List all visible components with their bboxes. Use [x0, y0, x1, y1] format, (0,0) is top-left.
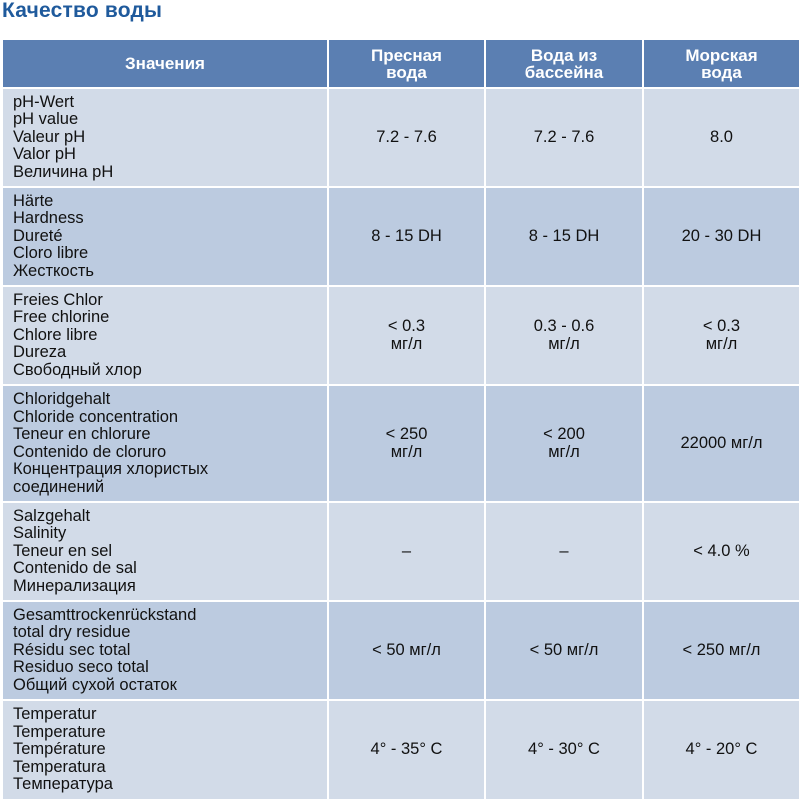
parameter-label: Cloro libre: [13, 244, 89, 263]
value-text: 4° - 35° C: [370, 740, 443, 759]
value-cell-pool-water: [485, 88, 643, 187]
value-text: 4° - 20° C: [685, 740, 758, 759]
value-text: мг/л: [548, 442, 580, 461]
parameter-cell: [2, 88, 328, 187]
parameter-label: Hardness: [13, 209, 84, 228]
parameter-label: Contenido de cloruro: [13, 442, 167, 461]
value-text: мг/л: [705, 334, 738, 353]
value-text: < 4.0 %: [693, 541, 750, 560]
value-cell-fresh-water: [328, 700, 485, 800]
parameter-label: Teneur en sel: [13, 541, 113, 560]
value-cell-fresh-water: [328, 502, 485, 601]
value-text: мг/л: [548, 334, 580, 353]
value-cell-sea-water: [643, 700, 800, 800]
parameter-label: Temperature: [13, 722, 106, 741]
value-cell-pool-water: [485, 286, 643, 385]
value-text: < 250 мг/л: [682, 640, 761, 659]
parameter-label: Свободный хлор: [13, 360, 142, 379]
parameter-label: Härte: [13, 191, 54, 210]
header-fresh-water: [328, 39, 485, 88]
parameter-cell: [2, 502, 328, 601]
parameter-label: Température: [13, 740, 106, 759]
value-cell-sea-water: [643, 286, 800, 385]
value-text: 8 - 15 DH: [371, 226, 442, 245]
value-text: 7.2 - 7.6: [533, 127, 595, 146]
parameter-label: Residuo seco total: [13, 658, 149, 677]
value-text: 0.3 - 0.6: [533, 317, 595, 335]
parameter-label: Valor pH: [13, 145, 76, 164]
value-text: –: [401, 541, 412, 560]
value-cell-fresh-water: [328, 286, 485, 385]
page-title: Качество воды: [2, 0, 163, 22]
value-text: < 0.3: [387, 317, 426, 335]
header-line: бассейна: [524, 62, 604, 82]
parameter-label: Dureté: [13, 226, 63, 245]
value-text: < 50 мг/л: [529, 640, 599, 659]
value-text: 7.2 - 7.6: [376, 127, 437, 146]
value-cell-sea-water: [643, 601, 800, 700]
parameter-cell: [2, 187, 328, 286]
value-cell-fresh-water: [328, 187, 485, 286]
table-row: [2, 502, 800, 601]
header-line: Морская: [685, 45, 758, 65]
parameter-label: Chlore libre: [13, 325, 98, 344]
table-row: [2, 700, 800, 800]
parameter-label: Chloridgehalt: [13, 390, 111, 408]
parameter-label: Contenido de sal: [13, 559, 137, 578]
value-text: 8.0: [710, 127, 733, 146]
value-cell-sea-water: [643, 502, 800, 601]
parameter-label: Концентрация хлористых: [13, 460, 209, 478]
value-text: < 200: [543, 425, 585, 443]
value-text: < 0.3: [702, 317, 741, 335]
header-line: Вода из: [530, 45, 598, 65]
value-text: 22000 мг/л: [680, 433, 763, 452]
value-cell-pool-water: [485, 700, 643, 800]
value-text: 8 - 15 DH: [528, 226, 600, 245]
value-cell-pool-water: [485, 601, 643, 700]
header-line: Пресная: [371, 45, 442, 65]
parameter-cell: [2, 385, 328, 502]
parameter-label: Valeur pH: [13, 127, 86, 146]
header-line: вода: [701, 62, 742, 82]
parameter-cell: [2, 286, 328, 385]
value-cell-sea-water: [643, 385, 800, 502]
value-text: < 50 мг/л: [372, 640, 441, 659]
value-cell-fresh-water: [328, 601, 485, 700]
value-cell-pool-water: [485, 385, 643, 502]
value-text: мг/л: [390, 334, 423, 353]
parameter-label: Общий сухой остаток: [13, 675, 177, 694]
parameter-label: Free chlorine: [13, 308, 110, 327]
value-cell-sea-water: [643, 88, 800, 187]
parameter-label: Жесткость: [13, 261, 95, 280]
parameter-label: pH-Wert: [13, 92, 75, 111]
value-cell-fresh-water: [328, 88, 485, 187]
parameter-label: Dureza: [13, 343, 67, 362]
parameter-cell: [2, 700, 328, 800]
parameter-label: Минерализация: [13, 576, 136, 595]
parameter-cell: [2, 601, 328, 700]
value-text: < 250: [385, 425, 428, 443]
value-text: 20 - 30 DH: [681, 226, 762, 245]
table-body: [2, 88, 800, 800]
parameter-label: Gesamttrockenrückstand: [13, 605, 197, 624]
value-text: 4° - 30° C: [528, 740, 600, 759]
parameter-label: Résidu sec total: [13, 640, 131, 659]
parameter-label: Величина pH: [13, 162, 114, 181]
parameter-label: Temperatur: [13, 705, 97, 724]
value-cell-sea-water: [643, 187, 800, 286]
header-line: вода: [386, 62, 427, 82]
value-text: мг/л: [390, 442, 423, 461]
parameter-label: pH value: [13, 110, 79, 129]
value-cell-pool-water: [485, 187, 643, 286]
parameter-label: Температура: [13, 775, 113, 794]
table-row: [2, 385, 800, 502]
table-row: [2, 286, 800, 385]
header-pool-water: [485, 39, 643, 88]
water-quality-table: [1, 38, 800, 801]
parameter-label: соединений: [13, 477, 105, 496]
parameter-label: Freies Chlor: [13, 290, 103, 309]
parameter-label: Temperatura: [13, 757, 106, 776]
parameter-label: Chloride concentration: [13, 407, 179, 426]
value-cell-fresh-water: [328, 385, 485, 502]
table-row: [2, 88, 800, 187]
table-header-row: [2, 39, 800, 88]
table-row: [2, 187, 800, 286]
header-param: Значения: [2, 39, 328, 88]
parameter-label: total dry residue: [13, 623, 131, 642]
table-row: [2, 601, 800, 700]
parameter-label: Salinity: [13, 524, 67, 543]
header-sea-water: [643, 39, 800, 88]
value-text: –: [559, 541, 569, 560]
parameter-label: Salzgehalt: [13, 506, 91, 525]
value-cell-pool-water: [485, 502, 643, 601]
parameter-label: Teneur en chlorure: [13, 425, 151, 443]
